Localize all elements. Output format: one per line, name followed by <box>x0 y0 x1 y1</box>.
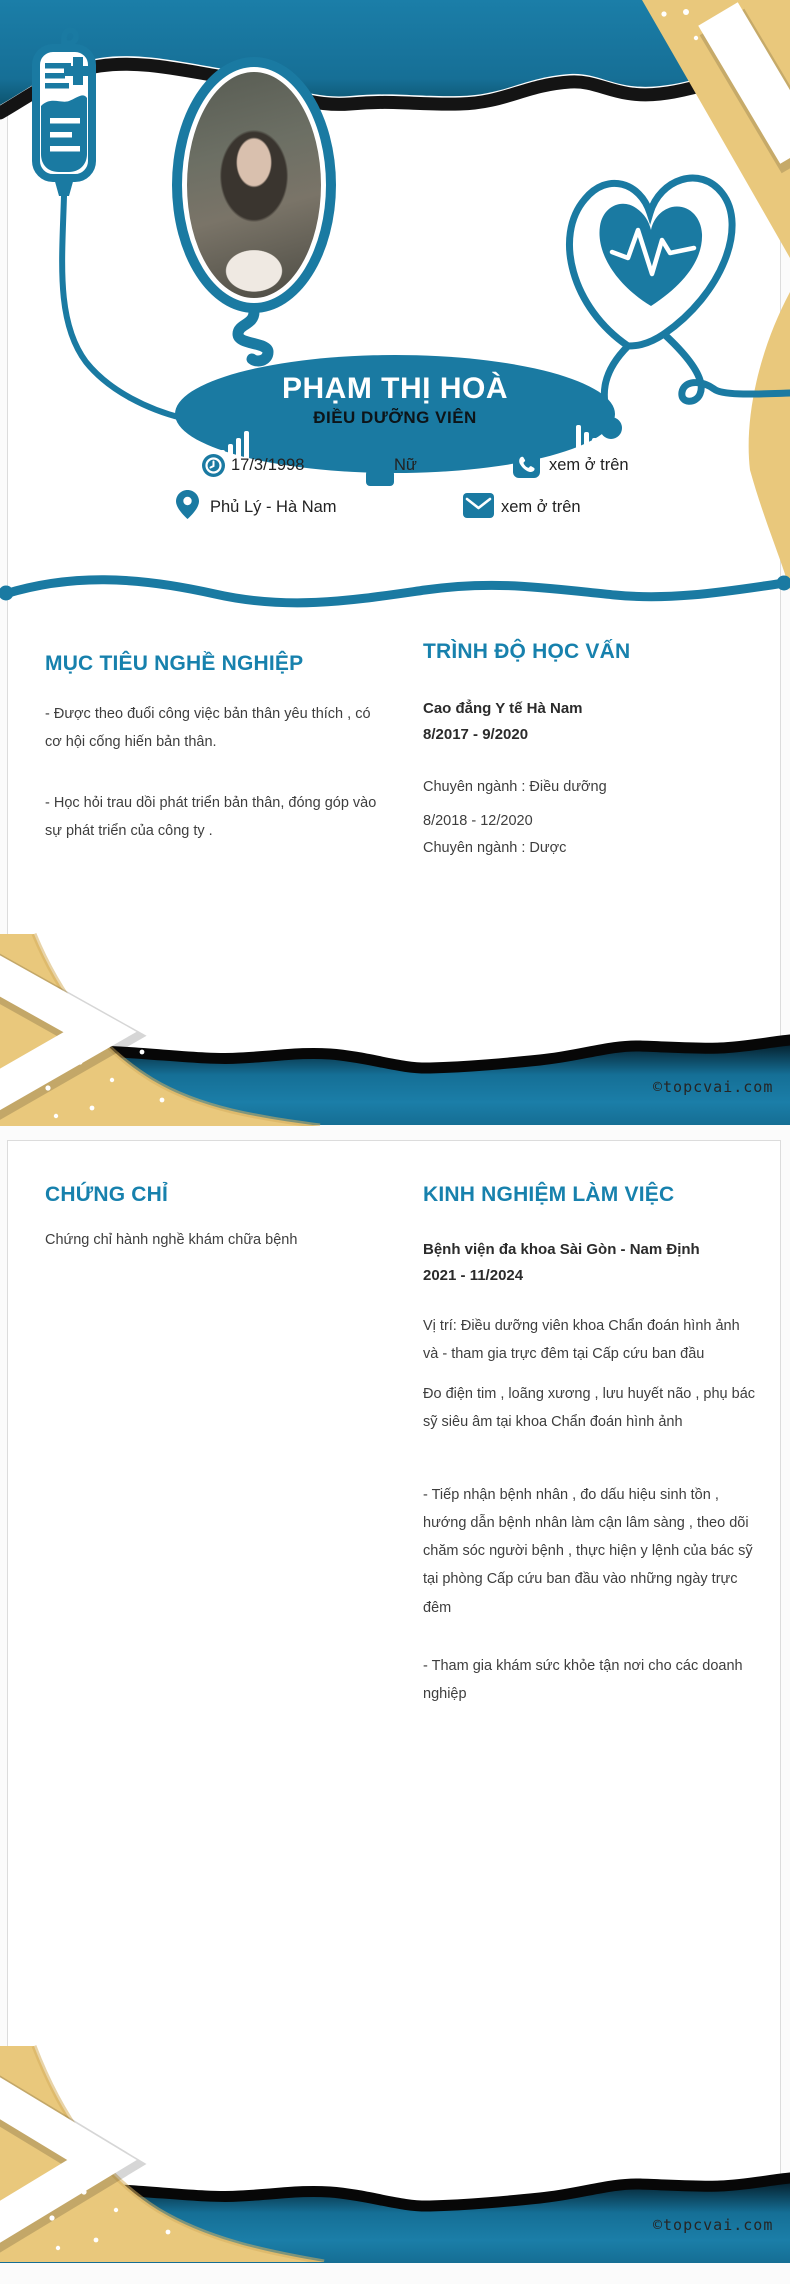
dob-value: 17/3/1998 <box>231 456 305 474</box>
section-education <box>423 640 755 862</box>
section-objective <box>45 652 377 845</box>
education-major: Chuyên ngành : Dược <box>423 840 567 857</box>
experience-paragraph: Vị trí: Điều dưỡng viên khoa Chẩn đoán hình ảnh và - tham gia trực đêm tại Cấp cứu ban đầu <box>423 1317 740 1362</box>
gold-corner-bottom-left-page1 <box>0 930 330 1126</box>
education-period: 8/2018 - 12/2020 <box>423 813 533 830</box>
profile-photo-frame <box>172 57 336 313</box>
profile-name: PHẠM THỊ HOÀ <box>282 372 508 405</box>
profile-photo <box>182 67 326 303</box>
section-certificate <box>45 1183 377 1252</box>
clock-icon <box>202 454 225 477</box>
education-major: Chuyên ngành : Điều dưỡng <box>423 778 607 795</box>
objective-paragraph: - Học hỏi trau dồi phát triển bản thân, đóng góp vào sự phát triển của công ty . <box>45 794 377 839</box>
watermark: ©topcvai.com <box>653 1078 774 1096</box>
experience-heading: KINH NGHIỆM LÀM VIỆC <box>423 1183 675 1206</box>
certificate-text: Chứng chỉ hành nghề khám chữa bệnh <box>45 1232 298 1248</box>
objective-paragraph: - Được theo đuổi công việc bản thân yêu thích , có cơ hội cống hiến bản thân. <box>45 706 371 751</box>
header-decorations <box>0 0 790 560</box>
experience-period: 2021 - 11/2024 <box>423 1267 524 1285</box>
experience-paragraph: - Tiếp nhận bệnh nhân , đo dấu hiệu sinh tồn , hướng dẫn bệnh nhân làm cận lâm sàng , theo dõi chăm sóc người bệnh , thực hiện y lệnh của bác sỹ tại phòng Cấp cứu ban đầu vào những ngày trực đêm <box>423 1486 753 1616</box>
phone-icon <box>513 451 540 478</box>
signal-bars-right-icon <box>576 422 610 456</box>
objective-heading: MỤC TIÊU NGHỀ NGHIỆP <box>45 652 304 675</box>
phone-value: xem ở trên <box>549 456 629 474</box>
education-school: Cao đẳng Y tế Hà Nam <box>423 700 583 717</box>
gold-corner-bottom-left-page2 <box>0 2042 330 2262</box>
profile-job-title: ĐIỀU DƯỠNG VIÊN <box>313 408 477 427</box>
email-value: xem ở trên <box>501 498 581 516</box>
iv-tube-line <box>62 196 182 418</box>
mail-icon <box>463 493 494 518</box>
wavy-divider <box>0 566 790 614</box>
photo-connector <box>238 312 268 361</box>
experience-paragraph: - Tham gia khám sức khỏe tận nơi cho các doanh nghiệp <box>423 1657 743 1703</box>
education-period: 8/2017 - 9/2020 <box>423 726 529 744</box>
address-value: Phủ Lý - Hà Nam <box>210 498 337 516</box>
education-heading: TRÌNH ĐỘ HỌC VẤN <box>423 640 631 663</box>
watermark: ©topcvai.com <box>653 2216 774 2234</box>
section-experience <box>423 1183 757 1708</box>
certificate-heading: CHỨNG CHỈ <box>45 1183 169 1206</box>
experience-paragraph: Đo điện tim , loãng xương , lưu huyết não , phụ bác sỹ siêu âm tại khoa Chẩn đoán hình ảnh <box>423 1386 756 1431</box>
gender-value: Nữ <box>394 456 417 474</box>
experience-employer: Bệnh viện đa khoa Sài Gòn - Nam Định <box>423 1241 700 1258</box>
location-pin-icon <box>176 490 199 519</box>
blood-bag-icon <box>36 30 92 196</box>
